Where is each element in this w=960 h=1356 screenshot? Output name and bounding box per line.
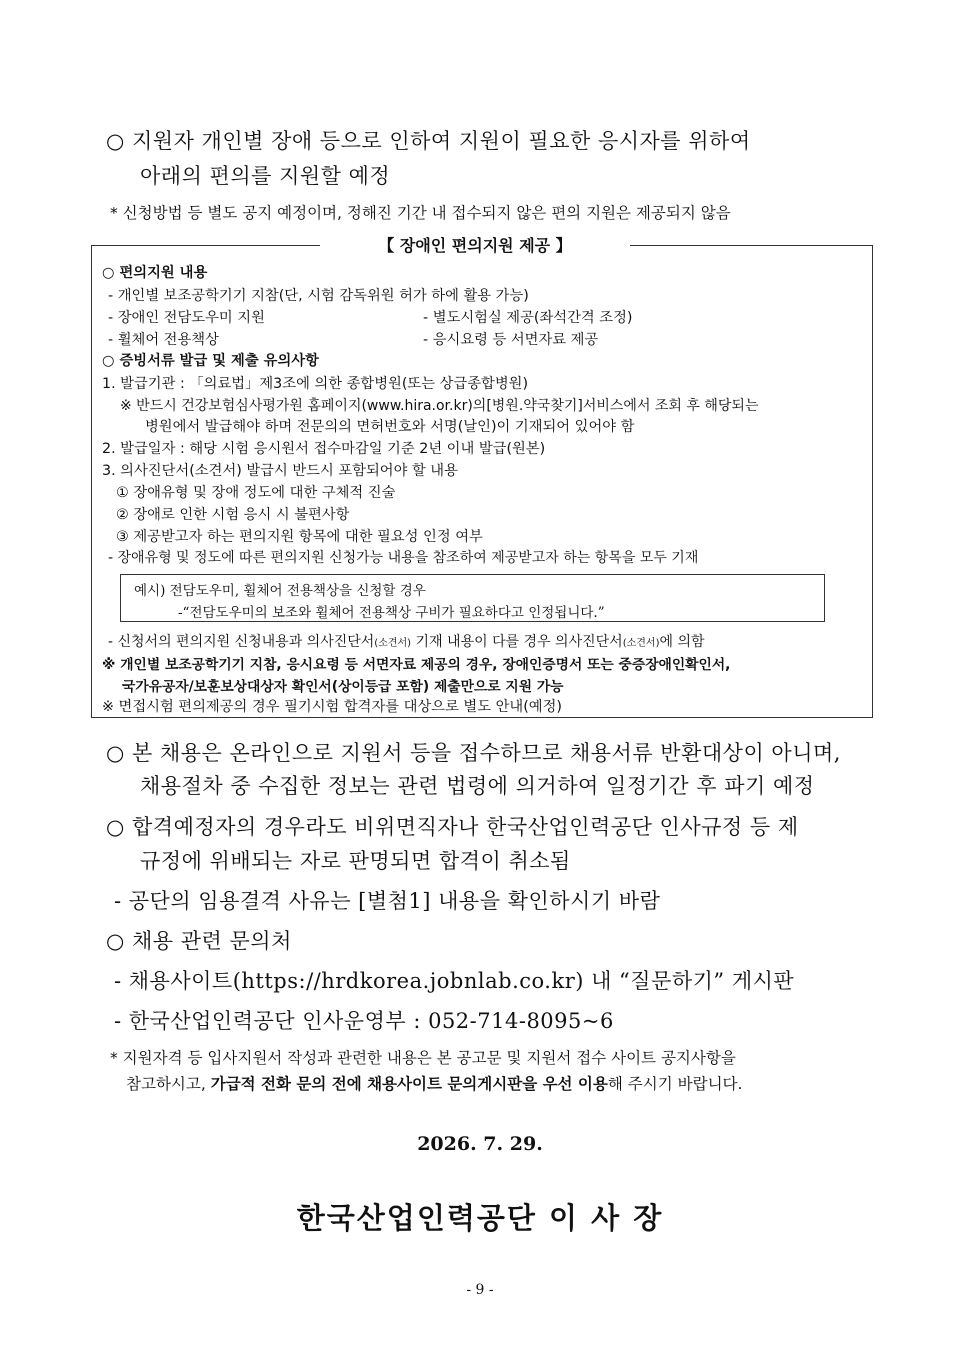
support-item: - 별도시험실 제공(좌석간격 조정) — [423, 310, 633, 326]
doc-line-2: 2. 발급일자 : 해당 시험 응시원서 접수마감일 기준 2년 이내 발급(원본) — [102, 441, 546, 457]
doc-subitem: ③ 제공받고자 하는 편의지원 항목에 대한 필요성 인정 여부 — [116, 529, 483, 545]
support-item: - 응시요령 등 서면자료 제공 — [423, 332, 599, 348]
support-item: - 장애인 전담도우미 지원 — [108, 310, 265, 326]
box-title-rule-left — [91, 245, 321, 246]
note-line-1: * 지원자격 등 입사지원서 작성과 관련한 내용은 본 공고문 및 지원서 접수 사이트 공지사항을 — [110, 1049, 736, 1067]
doc-subitem: ① 장애유형 및 장애 정도에 대한 구체적 진술 — [116, 485, 396, 501]
bold-note-2: 국가유공자/보훈보상대상자 확인서(상이등급 포함) 제출만으로 지원 가능 — [122, 679, 564, 695]
doc-note-2: 병원에서 발급해야 하며 전문의의 면허번호와 서명(날인)이 기재되어 있어야 함 — [145, 419, 635, 435]
intro-note: * 신청방법 등 별도 공지 예정이며, 정해진 기간 내 접수되지 않은 편의 지원은 제공되지 않음 — [110, 204, 731, 222]
doc-subitem: ② 장애로 인한 시험 응시 시 불편사항 — [116, 507, 350, 523]
signature: 한국산업인력공단 이 사 장 — [296, 1201, 664, 1235]
doc-dash-line: - 장애유형 및 정도에 따른 편의지원 신청가능 내용을 참조하여 제공받고자 하는 항목을 모두 기재 — [108, 550, 699, 566]
doc-dash-line-2: - 신청서의 편의지원 신청내용과 의사진단서(소견서) 기재 내용이 다를 경우 의사진단서(소견서)에 의함 — [108, 634, 705, 650]
contact-site: - 채용사이트(https://hrdkorea.jobnlab.co.kr) 내 “질문하기” 게시판 — [114, 969, 795, 993]
notice-date: 2026. 7. 29. — [417, 1133, 543, 1155]
intro-line-1: ○ 지원자 개인별 장애 등으로 인하여 지원이 필요한 응시자를 위하여 — [106, 129, 751, 153]
note-line-2: 참고하시고, 가급적 전화 문의 전에 채용사이트 문의게시판을 우선 이용해 주시기 바랍니다. — [126, 1075, 743, 1093]
contact-phone: - 한국산업인력공단 인사운영부 : 052-714-8095~6 — [114, 1009, 614, 1033]
example-line-1: 예시) 전담도우미, 휠체어 전용책상을 신청할 경우 — [134, 583, 426, 599]
para-1-line-1: ○ 본 채용은 온라인으로 지원서 등을 접수하므로 채용서류 반환대상이 아니며, — [106, 741, 841, 765]
para-1-line-2: 채용절차 중 수집한 정보는 관련 법령에 의거하여 일정기간 후 파기 예정 — [140, 774, 815, 798]
section-heading-support: ○ 편의지원 내용 — [102, 265, 208, 281]
para-2-line-2: 규정에 위배되는 자로 판명되면 합격이 취소됨 — [140, 849, 571, 873]
bold-note-1: ※ 개인별 보조공학기기 지참, 응시요령 등 서면자료 제공의 경우, 장애인증명서 또는 중증장애인확인서, — [102, 657, 731, 673]
box-title-rule-right — [638, 245, 873, 246]
box-title: 【 장애인 편의지원 제공 】 — [320, 233, 630, 256]
para-4: ○ 채용 관련 문의처 — [106, 929, 292, 953]
doc-line-1: 1. 발급기관 : 「의료법」제3조에 의한 종합병원(또는 상급종합병원) — [102, 376, 529, 392]
page-number: - 9 - — [466, 1282, 494, 1298]
interview-note: ※ 면접시험 편의제공의 경우 필기시험 합격자를 대상으로 별도 안내(예정) — [102, 699, 563, 715]
para-2-line-1: ○ 합격예정자의 경우라도 비위면직자나 한국산업인력공단 인사규정 등 제 — [106, 815, 799, 839]
support-item: - 휠체어 전용책상 — [108, 332, 219, 348]
example-line-2: -“전담도우미의 보조와 휠체어 전용책상 구비가 필요하다고 인정됩니다.” — [178, 605, 605, 621]
para-3: - 공단의 임용결격 사유는 [별첨1] 내용을 확인하시기 바람 — [114, 889, 661, 913]
section-heading-documents: ○ 증빙서류 발급 및 제출 유의사항 — [102, 353, 319, 369]
doc-note-1: ※ 반드시 건강보험심사평가원 홈페이지(www.hira.or.kr)의[병원.약국찾기]서비스에서 조회 후 해당되는 — [120, 398, 759, 414]
intro-line-2: 아래의 편의를 지원할 예정 — [140, 164, 391, 188]
support-item: - 개인별 보조공학기기 지참(단, 시험 감독위원 허가 하에 활용 가능) — [108, 288, 529, 304]
doc-line-3: 3. 의사진단서(소견서) 발급시 반드시 포함되어야 할 내용 — [102, 463, 458, 479]
